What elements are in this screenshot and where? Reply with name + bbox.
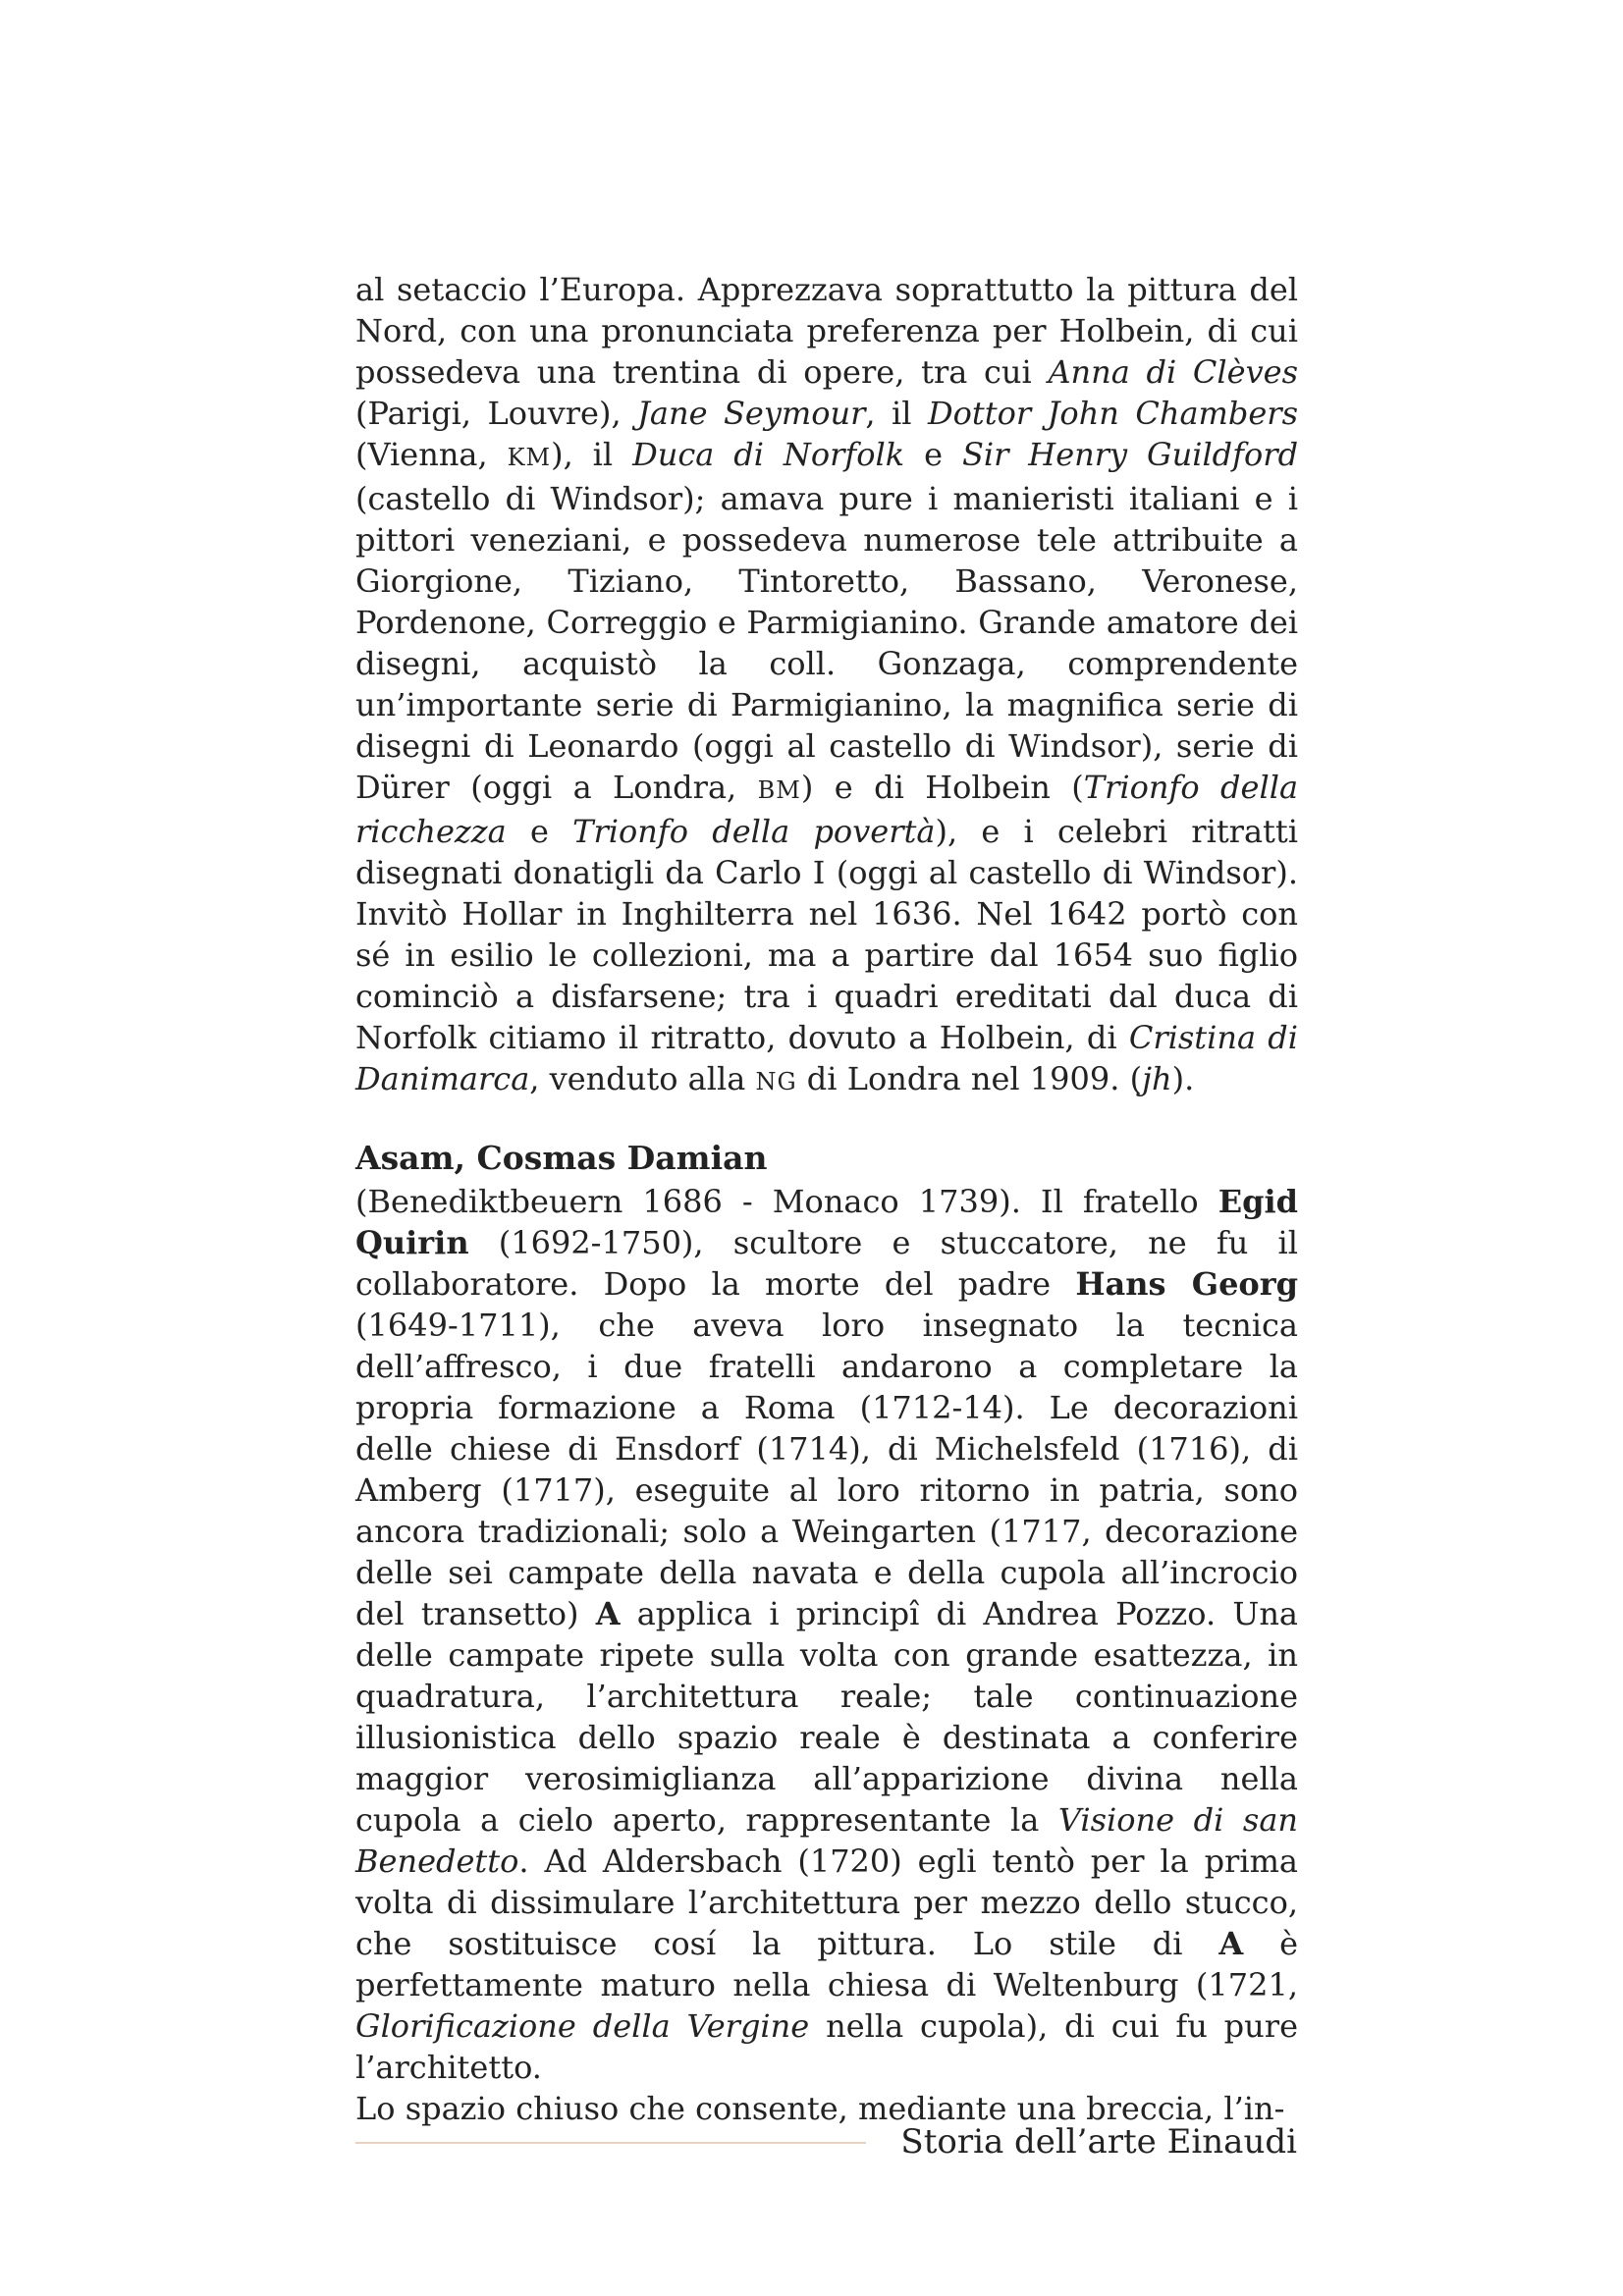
text-run: (Parigi, Louvre), <box>355 395 638 432</box>
author-initials: jh <box>1142 1060 1172 1097</box>
text-run: e <box>904 436 962 473</box>
text-run: è perfettamente maturo nella chiesa di Weltenburg (1721, <box>355 1925 1299 2003</box>
artwork-title: Sir Henry Guildford <box>961 436 1299 473</box>
artwork-title: Dottor John Chambers <box>927 395 1299 432</box>
text-run: (Vienna, <box>355 436 508 473</box>
artwork-title: Anna di Clèves <box>1048 353 1299 391</box>
text-run: ), e i celebri ritratti disegnati donatigli da Carlo I (oggi al castello di Windsor). Invitò Hollar in Inghilterra nel 1636. Nel 1642 portò con sé in esilio le collezioni, ma a partire dal 1654 suo figlio cominciò a disfarsene; tra i quadri ereditati dal duca di Norfolk citiamo il ritratto, dovuto a Holbein, di <box>355 813 1299 1056</box>
artwork-title: Trionfo della ricchezza <box>355 769 1299 850</box>
entry-body-paragraph-2: Lo spazio chiuso che consente, mediante una breccia, l’in- <box>355 2090 1285 2127</box>
person-name: Hans Georg <box>1075 1265 1299 1303</box>
text-run: applica i principî di Andrea Pozzo. Una delle campate ripete sulla volta con grande esattezza, in quadratura, l’architettura reale; tale continuazione illusionistica dello spazio reale è destinata a conferire maggior verosimiglianza all’apparizione divina nella cupola a cielo aperto, rappresentante la <box>355 1595 1299 1839</box>
text-run: , il <box>865 395 928 432</box>
entry-abbreviation: A <box>595 1595 621 1632</box>
text-run: al setaccio l’Europa. Apprezzava soprattutto la pittura del Nord, con una pronunciata preferenza per Holbein, di cui possedeva una trentina di opere, tra cui <box>355 271 1298 391</box>
museum-abbreviation: NG <box>755 1068 797 1095</box>
text-run: (Benediktbeuern 1686 - Monaco 1739). Il fratello <box>355 1183 1218 1220</box>
artwork-title: Jane Seymour <box>637 395 866 432</box>
text-run: (1692-1750), scultore e stuccatore, ne fu il collaboratore. Dopo la morte del padre <box>355 1224 1298 1303</box>
page-body <box>355 269 1298 2129</box>
artwork-title: Trionfo della povertà <box>572 813 936 850</box>
artwork-title: Cristina di Danimarca <box>355 1019 1299 1097</box>
person-name: Egid Quirin <box>355 1183 1298 1261</box>
text-run: (1649-1711), che aveva loro insegnato la tecnica dell’affresco, i due fratelli andarono a completare la propria formazione a Roma (1712-14). Le decorazioni delle chiese di Ensdorf (1714), di Michelsfeld (1716), di Amberg (1717), eseguite al loro ritorno in patria, sono ancora tradizionali; solo a Weingarten (1717, decorazione delle sei campate della navata e della cupola all’incrocio del transetto) <box>355 1307 1298 1632</box>
entry-heading: Asam, Cosmas Damian <box>355 1139 768 1177</box>
text-run: e <box>506 813 573 850</box>
artwork-title: Glorificazione della Vergine <box>355 2007 810 2045</box>
entry-abbreviation: A <box>1218 1925 1244 1962</box>
text-run: . Ad Aldersbach (1720) egli tentò per la prima volta di dissimulare l’architettura per mezzo dello stucco, che sostituisce cosí la pittura. Lo stile di <box>355 1842 1298 1962</box>
text-run: ). <box>1171 1060 1195 1097</box>
artwork-title: Duca di Norfolk <box>632 436 905 473</box>
text-run: (castello di Windsor); amava pure i manieristi italiani e i pittori veneziani, e possedeva numerose tele attribuite a Giorgione, Tiziano, Tintoretto, Bassano, Veronese, Pordenone, Correggio e Parmigianino. Grande amatore dei disegni, acquistò la coll. Gonzaga, comprendente un’importante serie di Parmigianino, la magnifica serie di disegni di Leonardo (oggi al castello di Windsor), serie di Dürer (oggi a Londra, <box>355 480 1298 806</box>
entry-body-paragraph <box>355 1181 1298 2088</box>
text-run: ), il <box>551 436 633 473</box>
artwork-title: Visione di san Benedetto <box>355 1801 1299 1880</box>
entry-continuation-paragraph <box>355 269 1298 1102</box>
text-run: nella cupola), di cui fu pure l’architetto. <box>355 2007 1299 2086</box>
footer-divider <box>355 2142 866 2144</box>
text-run: di Londra nel 1909. ( <box>796 1060 1143 1097</box>
text-run: ) e di Holbein ( <box>800 769 1084 806</box>
museum-abbreviation: KM <box>507 444 552 471</box>
footer-title: Storia dell’arte Einaudi <box>900 2122 1297 2162</box>
text-run: , venduto alla <box>529 1060 756 1097</box>
museum-abbreviation: BM <box>757 776 801 804</box>
